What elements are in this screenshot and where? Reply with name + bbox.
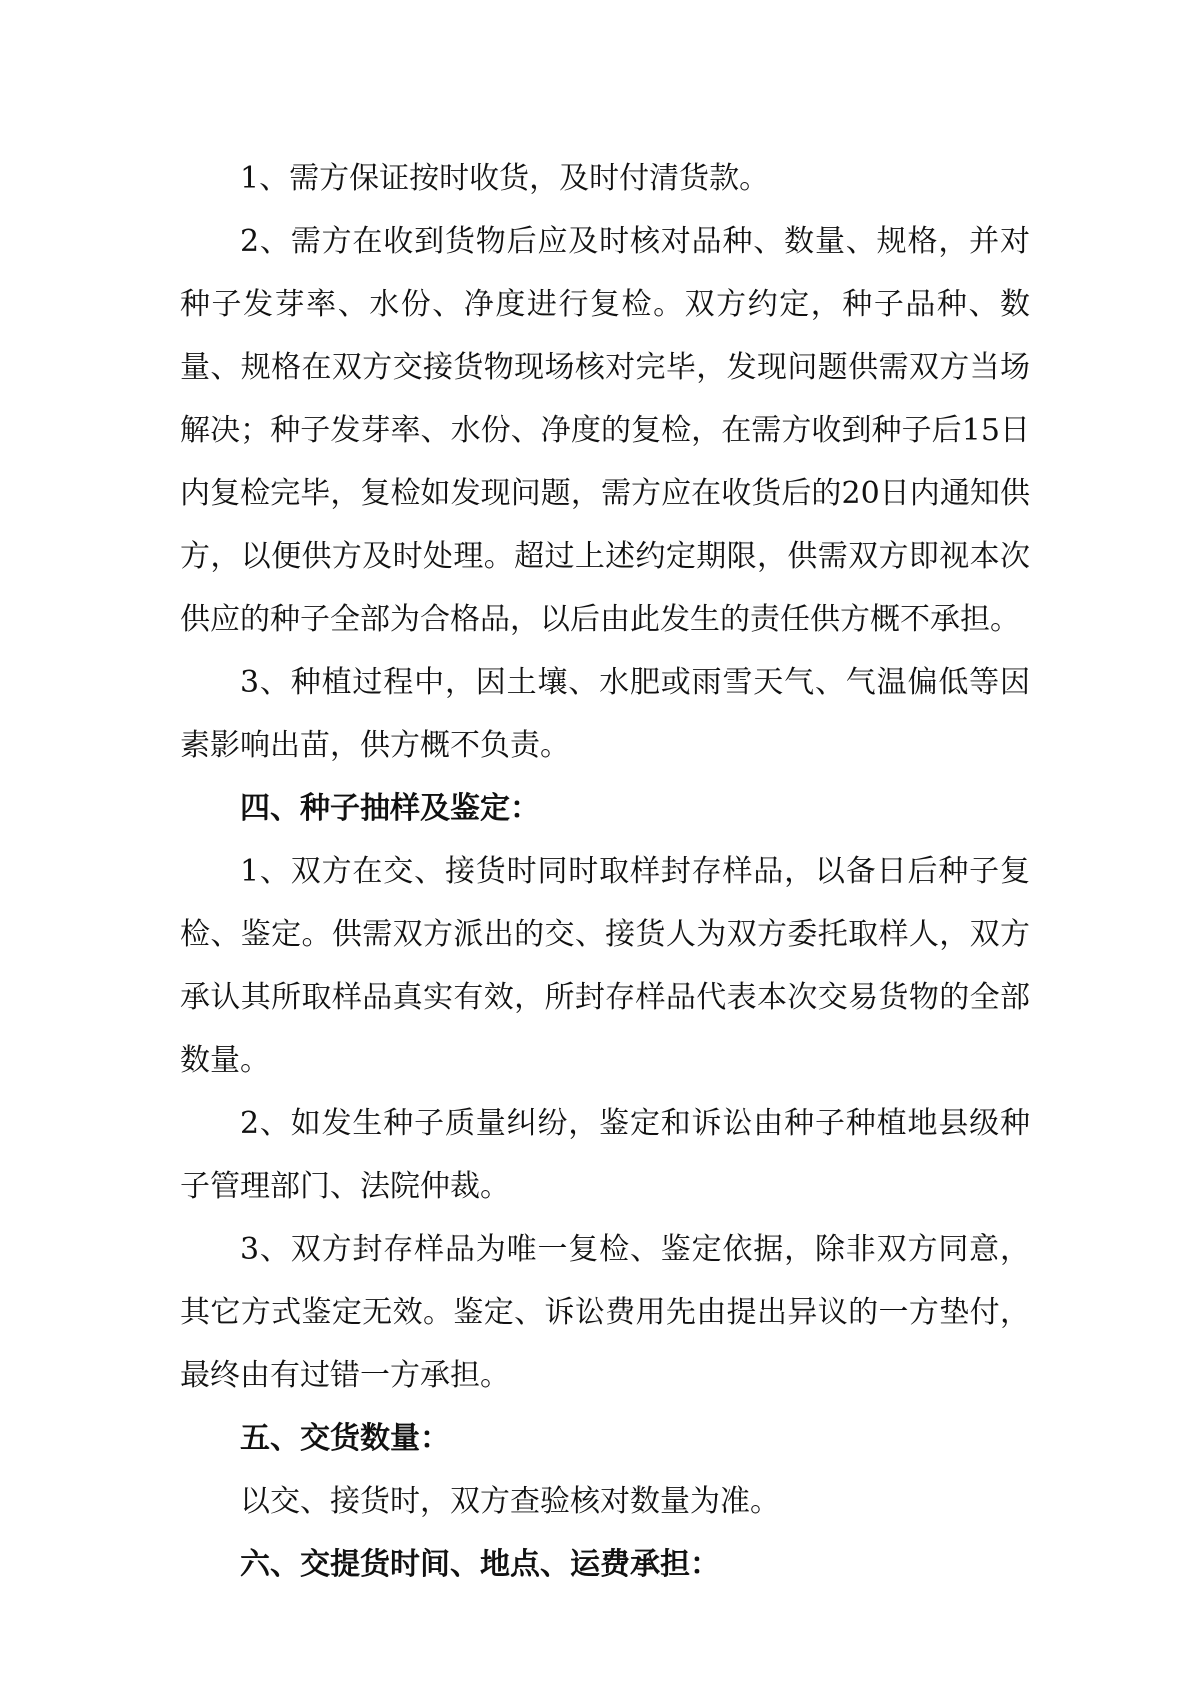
section-heading: 四、种子抽样及鉴定： <box>240 791 540 826</box>
clause-paragraph: 2、如发生种子质量纠纷，鉴定和诉讼由种子种植地县级种子管理部门、法院仲裁。 <box>180 1106 1030 1204</box>
section-heading: 五、交货数量： <box>240 1421 450 1456</box>
section-heading: 六、交提货时间、地点、运费承担： <box>240 1547 720 1582</box>
clause-paragraph: 以交、接货时，双方查验核对数量为准。 <box>240 1484 780 1519</box>
clause-paragraph: 2、需方在收到货物后应及时核对品种、数量、规格，并对种子发芽率、水份、净度进行复检。双方约定，种子品种、数量、规格在双方交接货物现场核对完毕，发现问题供需双方当场解决；种子发芽率、水份、净度的复检，在需方收到种子后15日内复检完毕，复检如发现问题，需方应在收货后的20日内通知供方，以便供方及时处理。超过上述约定期限，供需双方即视本次供应的种子全部为合格品，以后由此发生的责任供方概不承担。 <box>180 224 1030 637</box>
document-body <box>180 147 1030 1596</box>
clause-paragraph: 1、双方在交、接货时同时取样封存样品，以备日后种子复检、鉴定。供需双方派出的交、接货人为双方委托取样人，双方承认其所取样品真实有效，所封存样品代表本次交易货物的全部数量。 <box>180 854 1030 1078</box>
clause-paragraph: 3、种植过程中，因土壤、水肥或雨雪天气、气温偏低等因素影响出苗，供方概不负责。 <box>180 665 1030 763</box>
clause-paragraph: 1、需方保证按时收货，及时付清货款。 <box>240 161 770 196</box>
clause-paragraph: 3、双方封存样品为唯一复检、鉴定依据，除非双方同意，其它方式鉴定无效。鉴定、诉讼费用先由提出异议的一方垫付，最终由有过错一方承担。 <box>180 1232 1030 1393</box>
